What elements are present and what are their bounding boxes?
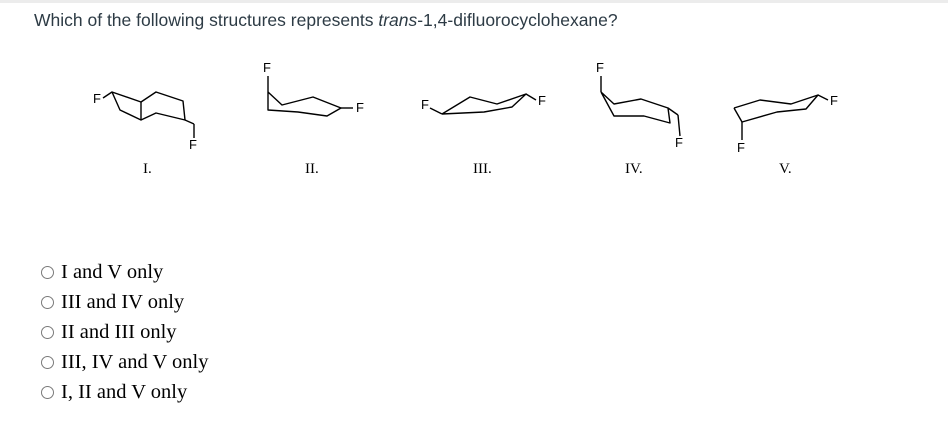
f-label-1a: F [93,91,101,106]
radio-button[interactable] [41,296,54,309]
answer-option-label: II and III only [61,320,177,343]
answer-option-label: III and IV only [61,291,185,314]
top-border [0,0,948,3]
f-label-5a: F [737,140,745,155]
structure-3 [421,93,546,114]
f-label-1b: F [189,137,197,152]
question-suffix: -1,4-difluorocyclohexane? [417,10,618,30]
answer-option-label: I and V only [61,261,164,284]
structure-label-3: III. [473,161,492,177]
answer-option-2[interactable] [41,288,208,318]
structure-label-2: II. [305,161,319,177]
f-label-3a: F [421,97,429,112]
question-prefix: Which of the following structures represents [34,10,379,30]
answer-option-4[interactable] [41,347,208,377]
f-label-4b: F [675,135,683,150]
f-label-5b: F [830,93,838,108]
f-label-2b: F [356,100,364,115]
structure-label-5: V. [779,161,792,177]
radio-button[interactable] [41,356,54,369]
f-label-2a: F [263,60,271,75]
answer-option-label: III, IV and V only [61,350,209,373]
f-label-4a: F [596,60,604,75]
structure-2 [263,60,364,116]
radio-button[interactable] [41,386,54,399]
answer-option-3[interactable] [41,318,208,348]
radio-button[interactable] [41,326,54,339]
answer-option-5[interactable] [41,377,208,407]
answer-options [41,258,208,407]
question-text [34,10,618,31]
question-italic-term: trans [378,10,418,30]
structure-label-4: IV. [625,161,643,177]
answer-option-1[interactable] [41,258,208,288]
answer-option-label: I, II and V only [61,380,188,403]
radio-button[interactable] [41,266,54,279]
f-label-3b: F [538,93,546,108]
structure-1 [93,91,197,152]
structure-5 [734,93,838,155]
structure-4 [596,60,683,150]
structure-label-1: I. [143,161,152,177]
